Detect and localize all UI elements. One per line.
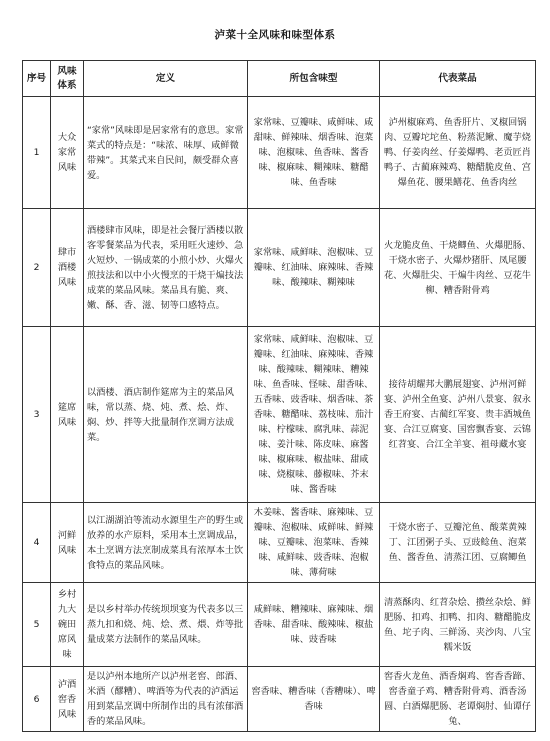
row-dishes: 火龙脆皮鱼、干烧鲫鱼、火爆肥肠、干烧水密子、火爆炒猪肝、凤尾腰花、火爆肚尖、干煸牛肉丝、豆花牛柳、糟香附骨鸡 bbox=[380, 209, 536, 327]
flavor-system-table bbox=[22, 60, 536, 732]
row-types: 家常味、咸鲜味、泡椒味、豆瓣味、红油味、麻辣味、香辣味、酸辣味、糊辣味、糟辣味、鱼香味、怪味、甜香味、五香味、豉香味、烟香味、茶香味、糖醋味、荔枝味、茄汁味、柠檬味、腐乳味、蒜泥味、姜汁味、陈皮味、麻酱味、椒麻味、椒盐味、甜咸味、烧椒味、藤椒味、芥末味、酱香味 bbox=[248, 327, 380, 503]
header-row bbox=[23, 61, 536, 97]
row-index: 3 bbox=[23, 327, 51, 503]
row-index: 6 bbox=[23, 667, 51, 732]
row-flavor: 大众家常风味 bbox=[51, 97, 84, 209]
row-definition: 以江湖湖泊等流动水源里生产的野生或放养的水产原料，采用本土烹调成品，本土烹调方法烹制成菜具有浓厚本土饮食特点的菜品风味。 bbox=[84, 503, 248, 583]
row-definition: “家常”风味即是居家常有的意思。家常菜式的特点是：“味浓、味厚、咸鲜微带辣”。其菜式来自民间，颇受群众喜爱。 bbox=[84, 97, 248, 209]
row-index: 4 bbox=[23, 503, 51, 583]
row-dishes: 接待胡耀邦大鹏展翅宴、泸州河鲜宴、泸州全鱼宴、泸州八景宴、叙永香王府宴、古蔺红军宴、贵丰酒城鱼宴、合江豆腐宴、国窖飘香宴、云锦红苕宴、合江全羊宴、祖母藏水宴 bbox=[380, 327, 536, 503]
table-row bbox=[23, 209, 536, 327]
row-dishes: 泸州椒麻鸡、鱼香肝片、叉椒回锅肉、豆瓣坨坨鱼、粉蒸泥鳅、魔芋烧鸭、仔姜肉丝、仔姜爆鸭、老贡匠肖鸭子、古蔺麻辣鸡、糖醋脆皮鱼、宫爆鱼花、腰果鳝花、鱼香肉丝 bbox=[380, 97, 536, 209]
header-flavor: 风味体系 bbox=[51, 61, 84, 97]
row-types: 家常味、咸鲜味、泡椒味、豆瓣味、红油味、麻辣味、香辣味、酸辣味、糊辣味 bbox=[248, 209, 380, 327]
row-flavor: 河鲜风味 bbox=[51, 503, 84, 583]
row-flavor: 筵席风味 bbox=[51, 327, 84, 503]
header-dishes: 代表菜品 bbox=[380, 61, 536, 97]
row-dishes: 清蒸酥肉、红苕杂烩、攒丝杂烩、鲜肥肠、扣鸡、扣鸭、扣肉、糖醋脆皮鱼、坨子肉、三鲜汤、夹沙肉、八宝糯米饭 bbox=[380, 583, 536, 667]
row-dishes: 干烧水密子、豆瓣沱鱼、酸菜黄辣丁、江团粥子头、豆豉鲶鱼、泡菜鱼、酱香鱼、清蒸江团、豆腐鲫鱼 bbox=[380, 503, 536, 583]
row-flavor: 乡村九大碗田席风味 bbox=[51, 583, 84, 667]
row-dishes: 窖香火龙鱼、酒香焖鸡、窖香香蹄、窖香童子鸡、糟香附骨鸡、酒香汤圆、白酒爆肥肠、老谭焖肘、仙谭仔兔、 bbox=[380, 667, 536, 732]
row-index: 2 bbox=[23, 209, 51, 327]
row-types: 木姜味、酱香味、麻辣味、豆瓣味、泡椒味、咸鲜味、鲜辣味、豆瓣味、泡菜味、香辣味、咸鲜味、豉香味、泡椒味、薄荷味 bbox=[248, 503, 380, 583]
row-definition: 以酒楼、酒店制作筵席为主的菜品风味，常以蒸、烧、炖、煮、烩、炸、焖、炒、拌等大批量制作烹调方法成菜。 bbox=[84, 327, 248, 503]
row-index: 5 bbox=[23, 583, 51, 667]
row-flavor: 泸酒窖香风味 bbox=[51, 667, 84, 732]
table-row bbox=[23, 583, 536, 667]
table-row bbox=[23, 327, 536, 503]
row-index: 1 bbox=[23, 97, 51, 209]
table-row bbox=[23, 667, 536, 732]
row-types: 咸鲜味、糟辣味、麻辣味、烟香味、甜香味、酸辣味、椒盐味、豉香味 bbox=[248, 583, 380, 667]
row-definition: 是以乡村举办传统坝坝宴为代表多以三蒸九扣和烧、炖、烩、煮、煨、炸等批量成菜方法制作的菜品风味。 bbox=[84, 583, 248, 667]
row-definition: 是以泸州本地所产以泸州老窖、郎酒、米酒（醪糟）、啤酒等为代表的泸酒运用到菜品烹调中所制作出的具有浓郁酒香的菜品风味。 bbox=[84, 667, 248, 732]
header-index: 序号 bbox=[23, 61, 51, 97]
table-row bbox=[23, 97, 536, 209]
row-types: 家常味、豆瓣味、咸鲜味、咸甜味、鲜辣味、烟香味、泡菜味、泡椒味、鱼香味、酱香味、椒麻味、糊辣味、糖醋味、鱼香味 bbox=[248, 97, 380, 209]
row-definition: 酒楼肆市风味，即是社会餐厅酒楼以散客零餐菜品为代表，采用旺火速炒、急火短炒、一锅成菜的小煎小炒、火爆火煎技法和以中小火慢烹的干烧干煸技法成菜的菜品风味。菜品具有脆、爽、嫩、酥、香、滋、韧等口感特点。 bbox=[84, 209, 248, 327]
row-flavor: 肆市酒楼风味 bbox=[51, 209, 84, 327]
header-definition: 定义 bbox=[84, 61, 248, 97]
table-row bbox=[23, 503, 536, 583]
page-title: 泸菜十全风味和味型体系 bbox=[214, 29, 336, 41]
row-types: 窖香味、糟香味（香糟味）、啤香味 bbox=[248, 667, 380, 732]
header-types: 所包含味型 bbox=[248, 61, 380, 97]
